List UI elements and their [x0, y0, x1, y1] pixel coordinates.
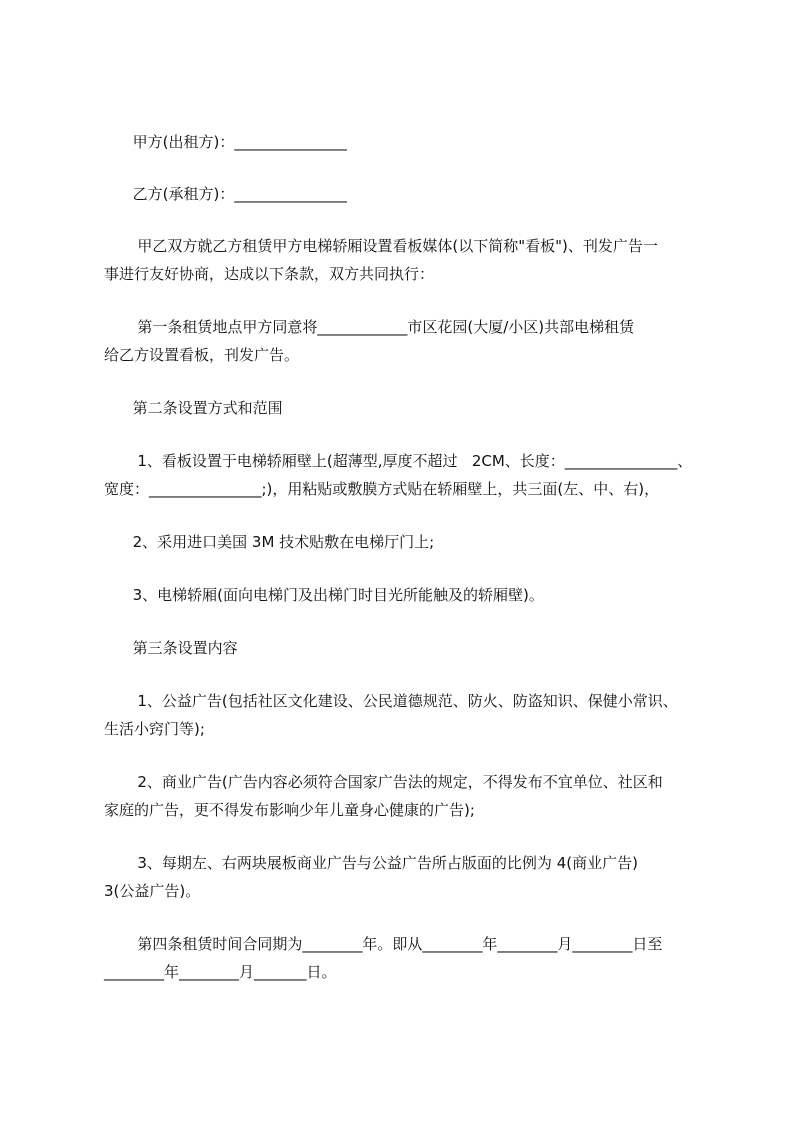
article-1-line-1: 第一条租赁地点甲方同意将____________市区花园(大厦/小区)共部电梯租赁: [104, 318, 635, 336]
article-2-item-1-line-2: 宽度：_______________;)，用粘贴或敷膜方式贴在轿厢壁上，共三面(左、中、右)，: [104, 480, 660, 498]
article-4-line-2: ________年________月_______日。: [104, 963, 337, 981]
article-2-item-1-line-1: 1、看板设置于电梯轿厢壁上(超薄型,厚度不超过 2CM、长度：_______________、: [104, 452, 693, 470]
article-2-item-2: 2、采用进口美国 3M 技术贴敷在电梯厅门上;: [104, 533, 435, 551]
article-3-item-2-line-2: 家庭的广告，更不得发布影响少年儿童身心健康的广告);: [104, 801, 475, 819]
article-1-line-2: 给乙方设置看板，刊发广告。: [104, 346, 300, 364]
article-3-item-1-line-2: 生活小窍门等);: [104, 720, 205, 738]
article-3-item-2-line-1: 2、商业广告(广告内容必须符合国家广告法的规定，不得发布不宜单位、社区和: [104, 773, 663, 791]
party-a-line: 甲方(出租方)：_______________: [104, 133, 347, 151]
article-3-item-3-line-2: 3(公益广告)。: [104, 882, 201, 900]
intro-paragraph-line-2: 事进行友好协商，达成以下条款，双方共同执行：: [104, 265, 435, 283]
article-2-item-3: 3、电梯轿厢(面向电梯门及出梯门时目光所能触及的轿厢壁)。: [104, 586, 544, 604]
article-2-heading: 第二条设置方式和范围: [104, 399, 283, 417]
party-b-line: 乙方(承租方)：_______________: [104, 185, 347, 203]
article-4-line-1: 第四条租赁时间合同期为________年。即从________年________月________日至: [104, 935, 663, 953]
article-3-item-3-line-1: 3、每期左、右两块展板商业广告与公益广告所占版面的比例为 4(商业广告): [104, 854, 638, 872]
article-3-item-1-line-1: 1、公益广告(包括社区文化建设、公民道德规范、防火、防盗知识、保健小常识、: [104, 692, 678, 710]
article-3-heading: 第三条设置内容: [104, 639, 238, 657]
intro-paragraph-line-1: 甲乙双方就乙方租赁甲方电梯轿厢设置看板媒体(以下简称"看板")、刊发广告一: [104, 237, 658, 255]
